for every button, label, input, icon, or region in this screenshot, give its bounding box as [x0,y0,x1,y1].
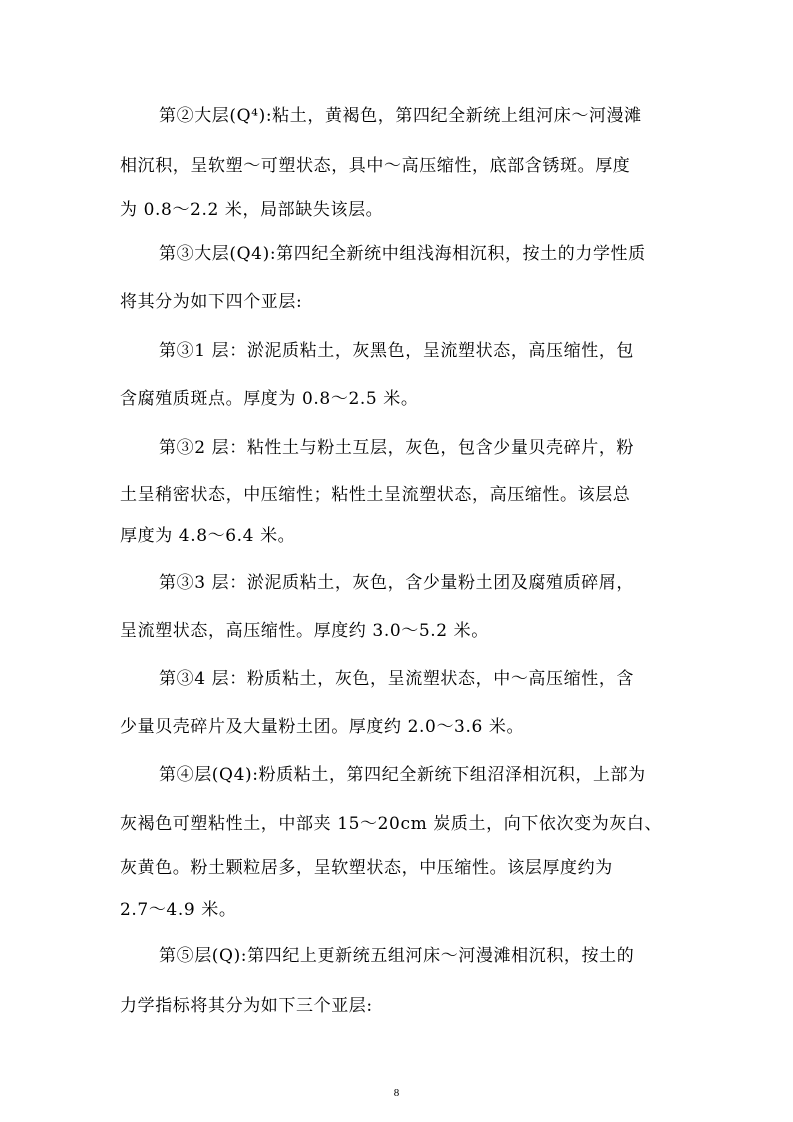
text-line: 2.7～4.9 米。 [120,900,237,920]
text-line: 第③大层(Q4):第四纪全新统中组浅海相沉积，按土的力学性质 [159,244,646,264]
text-line: 厚度为 4.8～6.4 米。 [120,526,296,546]
text-line: 第③2 层：粘性土与粉土互层，灰色，包含少量贝壳碎片，粉 [159,438,635,458]
text-line: 第③3 层：淤泥质粘土，灰色，含少量粉土团及腐殖质碎屑， [159,573,635,593]
text-line: 含腐殖质斑点。厚度为 0.8～2.5 米。 [120,389,419,409]
text-line: 为 0.8～2.2 米，局部缺失该层。 [120,200,384,220]
text-line: 土呈稍密状态，中压缩性；粘性土呈流塑状态，高压缩性。该层总 [120,485,631,505]
text-line: 将其分为如下四个亚层: [120,292,303,312]
page-number: 8 [393,1087,400,1099]
text-line: 少量贝壳碎片及大量粉土团。厚度约 2.0～3.6 米。 [120,717,525,737]
text-line: 第③1 层：淤泥质粘土，灰黑色，呈流塑状态，高压缩性，包 [159,341,635,361]
text-line: 灰黄色。粉土颗粒居多，呈软塑状态，中压缩性。该层厚度约为 [120,858,613,878]
text-line: 第⑤层(Q):第四纪上更新统五组河床～河漫滩相沉积，按土的 [159,946,635,966]
text-line: 呈流塑状态，高压缩性。厚度约 3.0～5.2 米。 [120,621,489,641]
text-line: 相沉积，呈软塑～可塑状态，具中～高压缩性，底部含锈斑。厚度 [120,156,631,176]
text-line: 第②大层(Q⁴):粘土，黄褐色，第四纪全新统上组河床～河漫滩 [159,106,642,126]
text-line: 力学指标将其分为如下三个亚层: [120,996,373,1016]
text-line: 第③4 层：粉质粘土，灰色，呈流塑状态，中～高压缩性，含 [159,669,635,689]
text-line: 灰褐色可塑粘性土，中部夹 15～20cm 炭质土，向下依次变为灰白、 [120,814,663,834]
text-line: 第④层(Q4):粉质粘土，第四纪全新统下组沼泽相沉积，上部为 [159,765,646,785]
